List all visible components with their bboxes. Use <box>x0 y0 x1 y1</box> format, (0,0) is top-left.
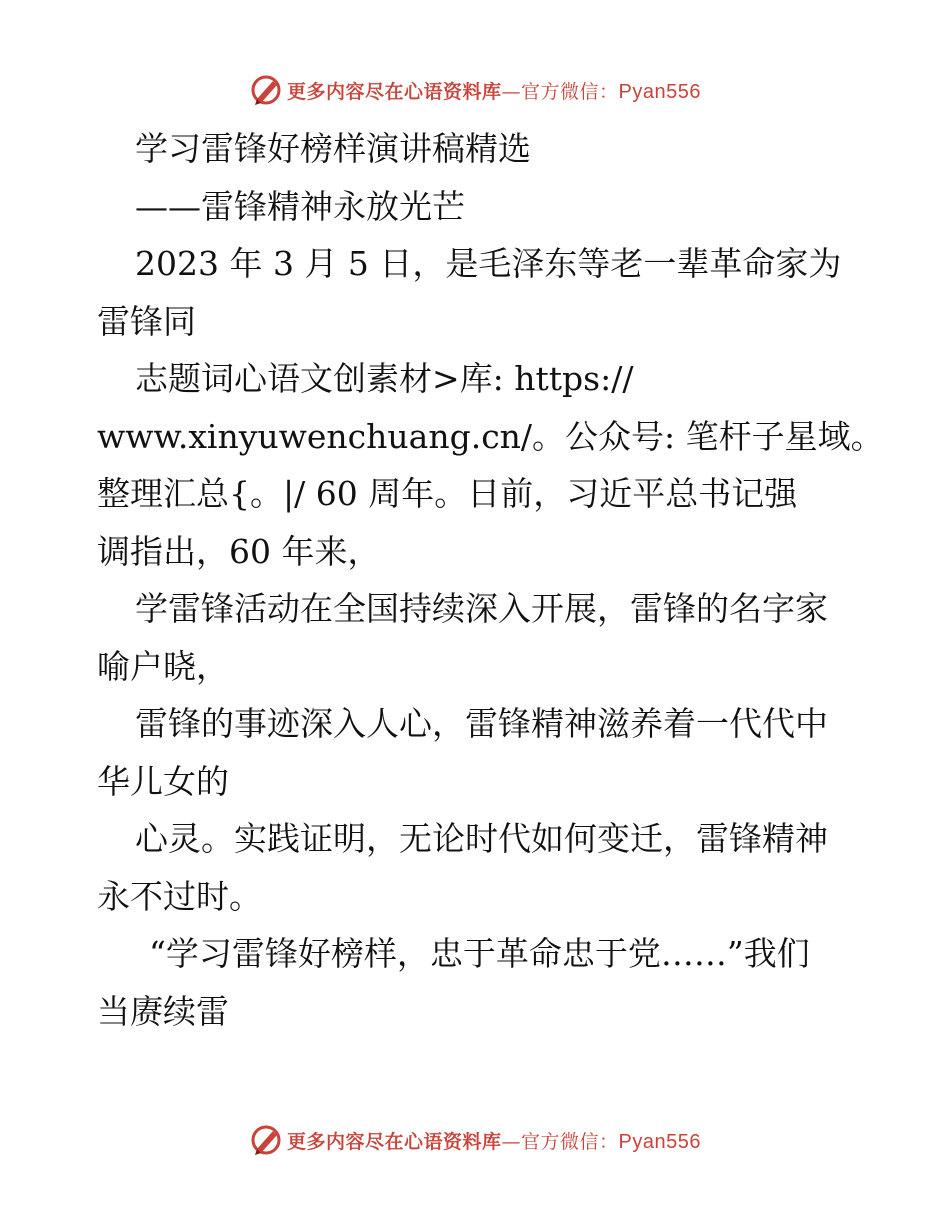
banner-secondary-text: 官方微信： <box>521 1130 619 1153</box>
document-subtitle: ——雷锋精神永放光芒 <box>135 186 465 226</box>
footer-watermark-banner <box>0 1120 950 1160</box>
paragraph-line: 当赓续雷 <box>97 991 229 1031</box>
document-title: 学习雷锋好榜样演讲稿精选 <box>135 129 531 168</box>
banner-wechat-id: Pyan556 <box>618 1130 701 1153</box>
banner-secondary-text: 官方微信： <box>521 80 619 103</box>
header-watermark-banner <box>0 70 950 110</box>
paragraph-line: 学雷锋活动在全国持续深入开展，雷锋的名字家 <box>135 589 828 628</box>
paragraph-line: 雷锋的事迹深入人心，雷锋精神滋养着一代代中 <box>135 704 828 743</box>
paragraph-line: 2023 年 3 月 5 日，是毛泽东等老一辈革命家为 <box>135 244 842 283</box>
paragraph-line: 整理汇总{。|/ 60 周年。日前，习近平总书记强 <box>97 474 798 513</box>
banner-main-text: 更多内容尽在心语资料库 <box>287 1130 502 1153</box>
paragraph-line: www.xinyuwenchuang.cn/。公众号: 笔杆子星域。 <box>97 416 884 456</box>
banner-text <box>287 1127 701 1154</box>
banner-main-text: 更多内容尽在心语资料库 <box>287 80 502 103</box>
paragraph-line: 雷锋同 <box>97 301 196 341</box>
document-body <box>97 120 884 1040</box>
banner-wechat-id: Pyan556 <box>618 80 701 103</box>
paragraph-line: 永不过时。 <box>97 876 262 916</box>
pen-logo-icon <box>249 1123 283 1157</box>
paragraph-line: 心灵。实践证明，无论时代如何变迁，雷锋精神 <box>135 819 828 858</box>
paragraph-line: 喻户晓， <box>97 646 229 686</box>
banner-text <box>287 77 701 104</box>
paragraph-line: 志题词心语文创素材>库: https:// <box>135 359 634 398</box>
banner-dash: — <box>501 80 522 103</box>
paragraph-line: “学习雷锋好榜样，忠于革命忠于党……”我们 <box>149 934 810 973</box>
pen-logo-icon <box>249 73 283 107</box>
banner-dash: — <box>501 1130 522 1153</box>
paragraph-line: 华儿女的 <box>97 761 229 801</box>
paragraph-line: 调指出，60 年来， <box>97 531 381 571</box>
